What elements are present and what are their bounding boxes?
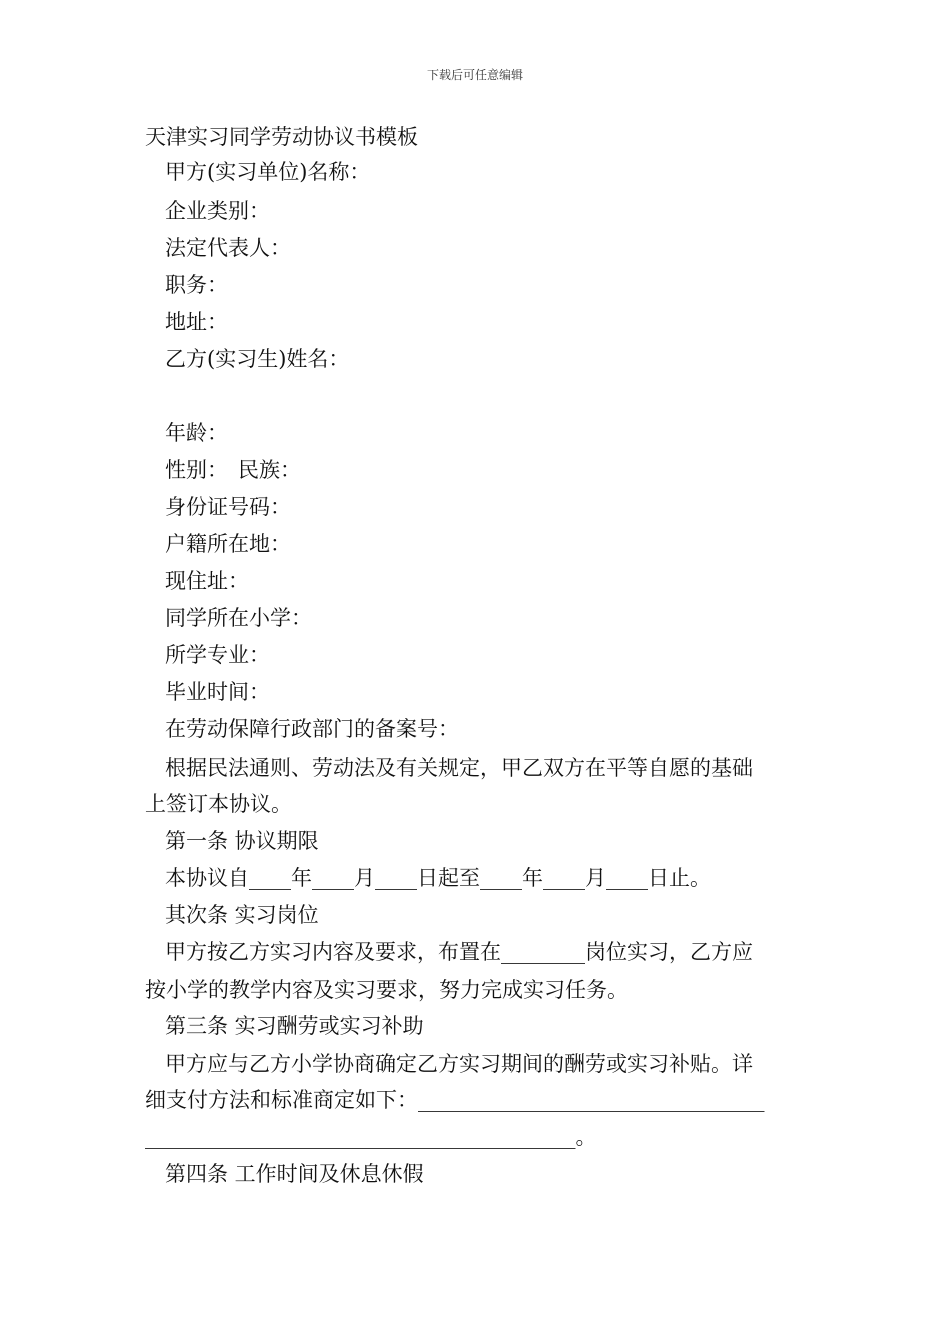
article-2-line-2: 按小学的教学内容及实习要求，努力完成实习任务。 [145, 978, 628, 1002]
article-3-line-2: 细支付方法和标准商定如下：_________________________________ [145, 1088, 765, 1112]
current-address-label: 现住址： [165, 569, 249, 593]
position-label: 职务： [165, 273, 228, 297]
article-1-text: 本协议自____年____月____日起至____年____月____日止。 [165, 866, 711, 890]
address-label: 地址： [165, 310, 228, 334]
intro-line-1: 根据民法通则、劳动法及有关规定，甲乙双方在平等自愿的基础 [165, 756, 753, 780]
intro-line-2: 上签订本协议。 [145, 792, 292, 816]
graduation-label: 毕业时间： [165, 680, 270, 704]
enterprise-type-label: 企业类别： [165, 199, 270, 223]
household-label: 户籍所在地： [165, 532, 291, 556]
gender-ethnicity-row [165, 456, 301, 484]
header-note: 下载后可任意编辑 [426, 68, 523, 82]
ethnicity-label: 民族： [238, 458, 301, 482]
school-label: 同学所在小学： [165, 606, 312, 630]
article-3-title: 第三条 实习酬劳或实习补助 [165, 1014, 424, 1038]
legal-rep-label: 法定代表人： [165, 236, 291, 260]
article-1-title: 第一条 协议期限 [165, 829, 319, 853]
document-title: 天津实习同学劳动协议书模板 [145, 125, 418, 149]
party-b-name-label: 乙方(实习生)姓名： [165, 347, 350, 371]
article-3-line-1: 甲方应与乙方小学协商确定乙方实习期间的酬劳或实习补贴。详 [165, 1052, 753, 1076]
record-no-label: 在劳动保障行政部门的备案号： [165, 717, 459, 741]
article-2-title: 其次条 实习岗位 [165, 903, 319, 927]
age-label: 年龄： [165, 421, 228, 445]
article-3-line-3: _________________________________________。 [145, 1125, 597, 1149]
article-2-line-1: 甲方按乙方实习内容及要求，布置在________岗位实习，乙方应 [165, 940, 753, 964]
article-4-title: 第四条 工作时间及休息休假 [165, 1162, 424, 1186]
id-number-label: 身份证号码： [165, 495, 291, 519]
gender-label: 性别： [165, 458, 228, 482]
party-a-name-label: 甲方(实习单位)名称： [165, 160, 371, 184]
major-label: 所学专业： [165, 643, 270, 667]
